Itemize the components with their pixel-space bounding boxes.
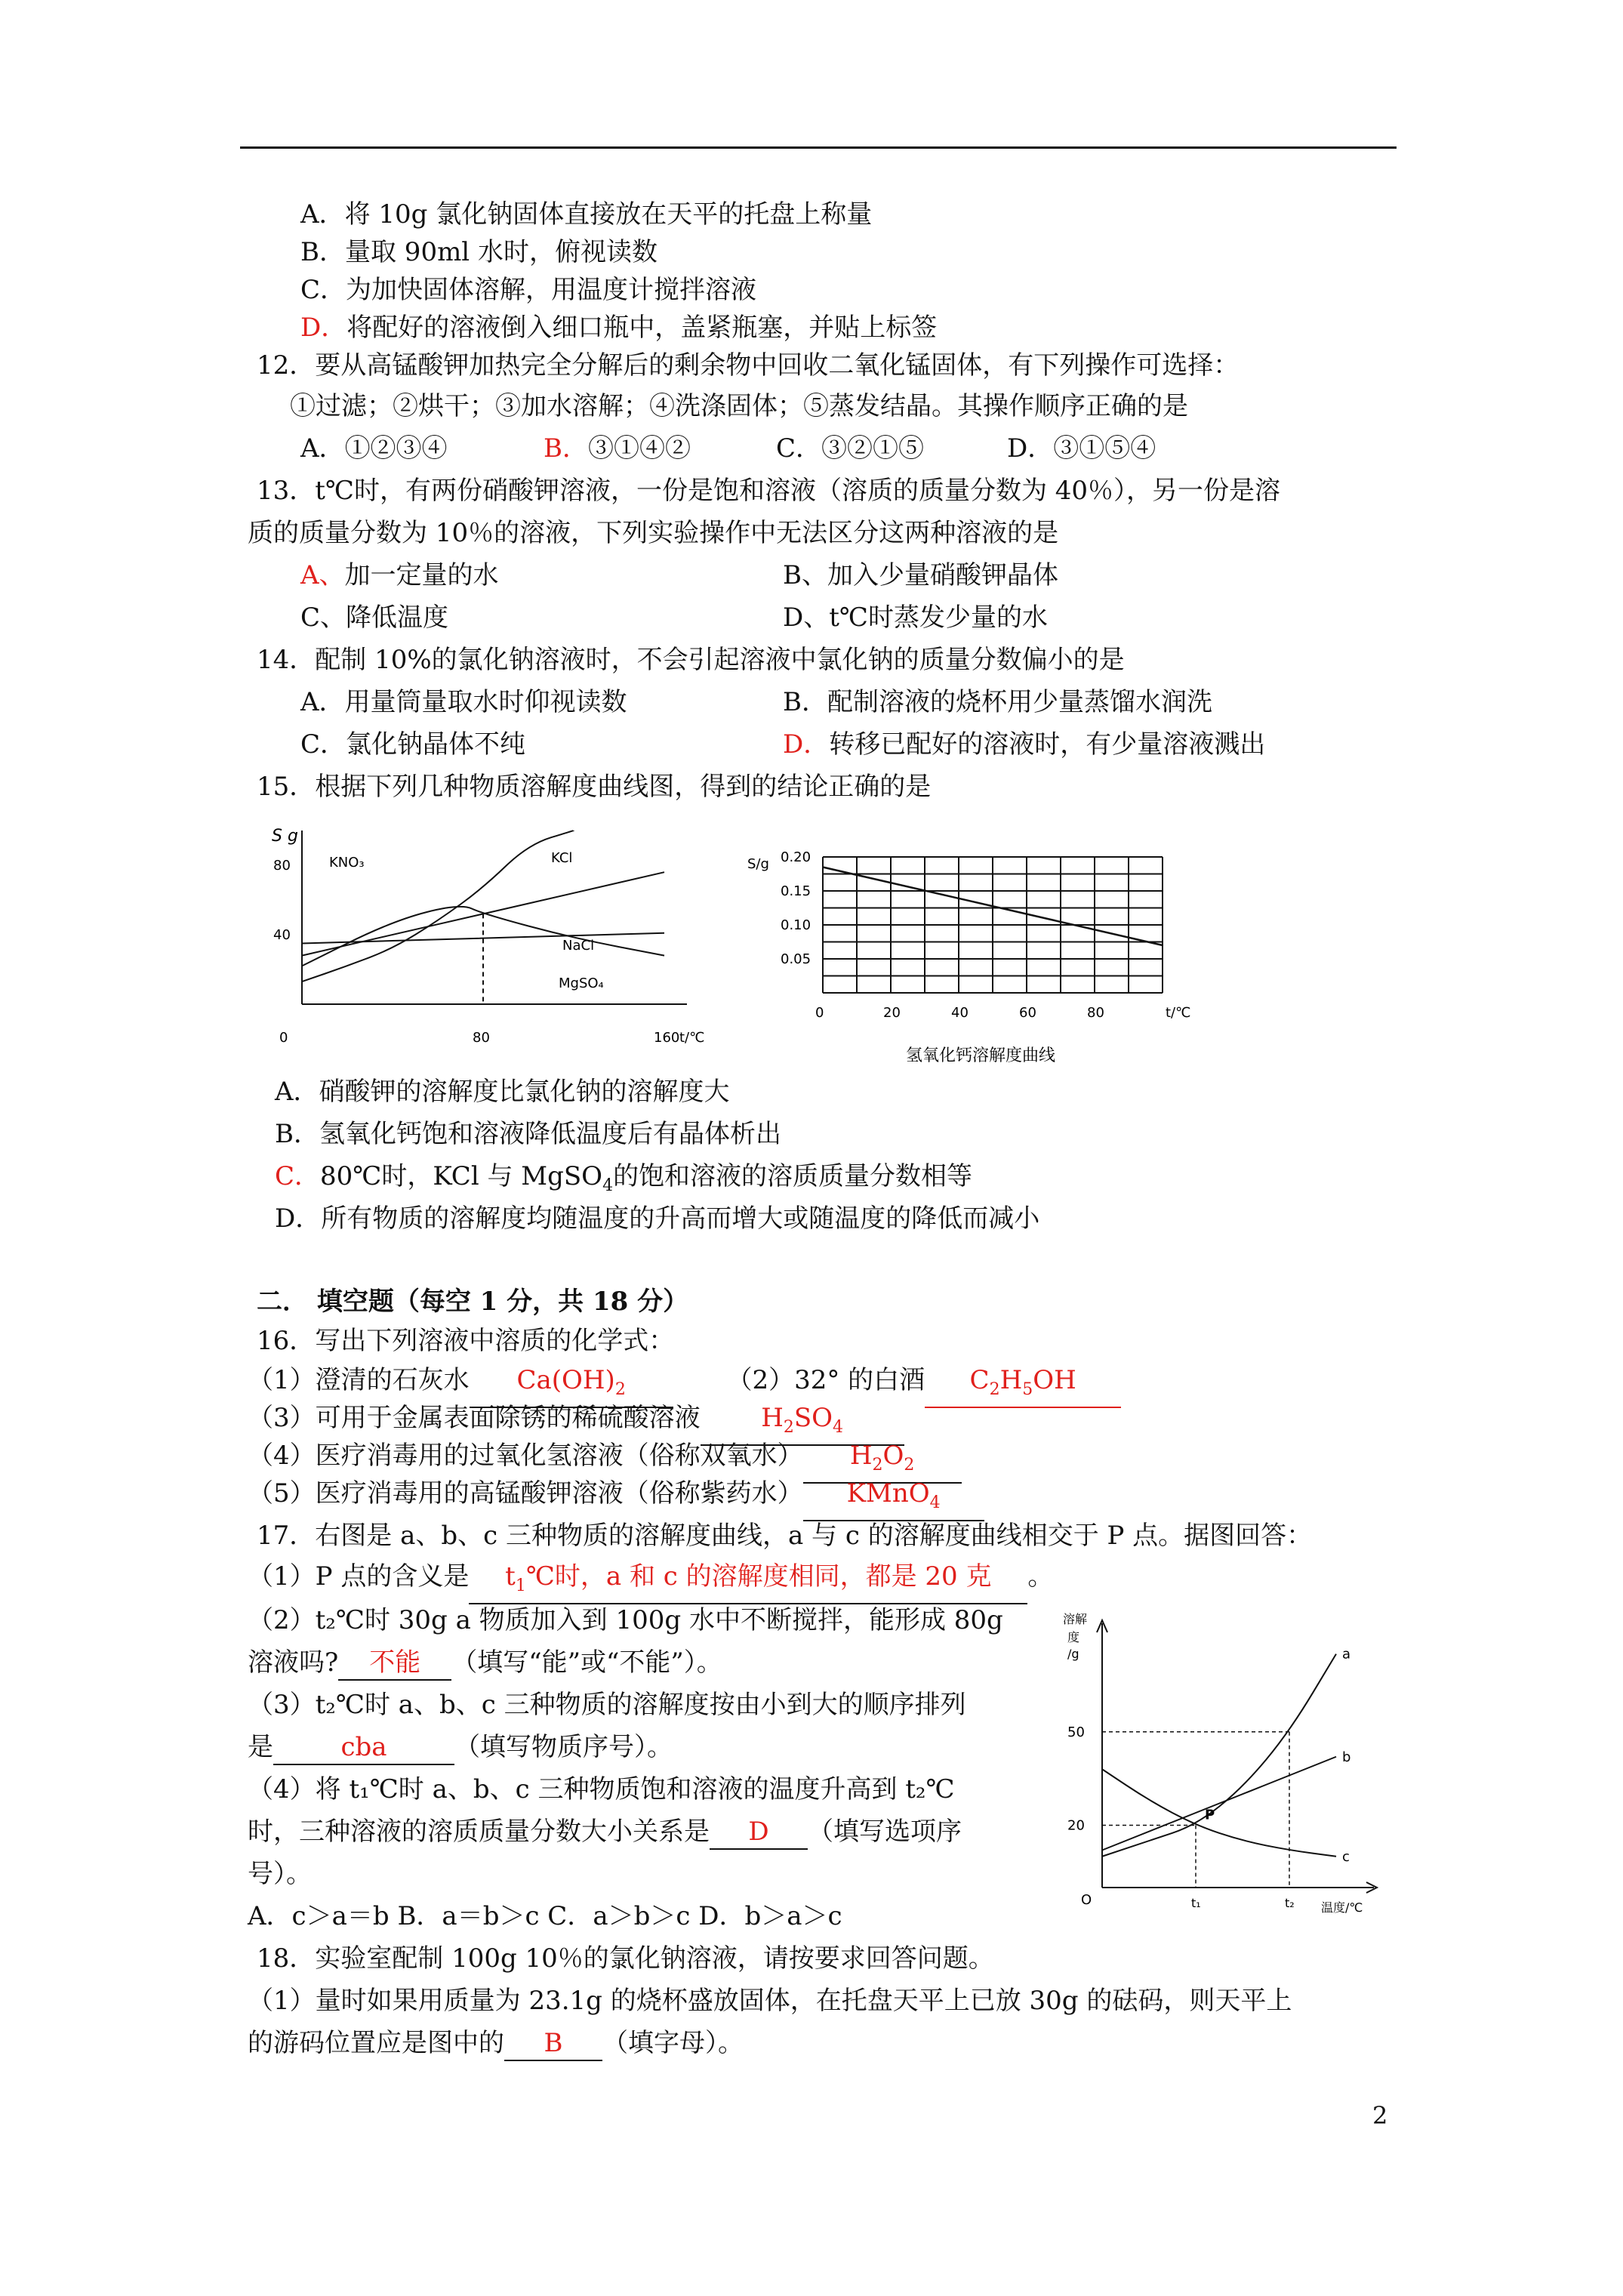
x-tick-label: t₁ [1191, 1896, 1201, 1910]
q13-option-a[interactable]: A、加一定量的水 [300, 560, 499, 590]
y-axis-label: /g [1067, 1647, 1079, 1661]
y-tick-label: 80 [273, 858, 291, 874]
q15-option-d[interactable]: D．所有物质的溶解度均随温度的升高而增大或随温度的降低而减小 [275, 1203, 1040, 1234]
x-tick-label: 80 [473, 1030, 490, 1046]
q13-option-d[interactable]: D、t℃时蒸发少量的水 [783, 603, 1048, 633]
q11-option-a[interactable] [300, 198, 872, 231]
q17-stem: 17．右图是 a、b、c 三种物质的溶解度曲线，a 与 c 的溶解度曲线相交于 P 点。据图回答： [257, 1521, 1313, 1551]
q13-stem-2: 质的质量分数为 10％的溶液，下列实验操作中无法区分这两种溶液的是 [248, 518, 1059, 548]
q16-line-5: （5）医疗消毒用的高锰酸钾溶液（俗称紫药水） KMnO$_4$ [248, 1477, 984, 1521]
x-tick-label: 0 [279, 1030, 288, 1046]
q17-part-2a: （2）t₂℃时 30g a 物质加入到 100g 水中不断搅拌，能形成 80g [248, 1605, 1003, 1635]
option-letter: C． [300, 275, 346, 305]
series-label: c [1342, 1848, 1350, 1865]
q16-line-3: （3）可用于金属表面除锈的稀硫酸溶液 $H_2SO_4$ [248, 1401, 904, 1446]
option-text: 将 10g 氯化钠固体直接放在天平的托盘上称量 [344, 199, 873, 230]
q16-answer-4[interactable]: $H_2O_2$ [803, 1439, 962, 1484]
q17-answer-1[interactable]: $t_1℃$时，a 和 c 的溶解度相同，都是 20 克 [469, 1560, 1027, 1604]
q17-part-2b: 溶液吗? 不能 （填写“能”或“不能”）。 [248, 1646, 722, 1681]
series-label: KCl [551, 850, 573, 866]
q17-part-4b: 时，三种溶液的溶质质量分数大小关系是 D （填写选项序 [248, 1815, 962, 1850]
q14-option-d[interactable]: D．转移已配好的溶液时，有少量溶液溅出 [783, 729, 1266, 760]
y-axis-label: S g [272, 827, 298, 846]
x-axis-label: t/℃ [679, 1030, 705, 1046]
q11-option-c[interactable] [300, 273, 756, 307]
y-axis-label: 度 [1067, 1630, 1080, 1644]
q17-part-4d: 号）。 [248, 1859, 312, 1889]
q13-option-c[interactable]: C、降低温度 [300, 603, 449, 633]
page-number: 2 [1372, 2101, 1388, 2130]
solubility-chart-abc [1057, 1608, 1389, 1925]
q12-option-d[interactable]: D．③①⑤④ [1007, 433, 1156, 464]
y-axis-label: S/g [747, 856, 769, 872]
series-line [302, 831, 574, 982]
solubility-chart-multi [257, 823, 725, 1065]
q12-stem-2: ①过滤；②烘干；③加水溶解；④洗涤固体；⑤蒸发结晶。其操作顺序正确的是 [290, 391, 1188, 421]
q16-answer-5[interactable]: KMnO$_4$ [803, 1477, 984, 1521]
option-text: 将配好的溶液倒入细口瓶中，盖紧瓶塞，并贴上标签 [346, 313, 938, 343]
y-axis-label: 溶解 [1063, 1612, 1088, 1626]
q13-option-b[interactable]: B、加入少量硝酸钾晶体 [783, 560, 1058, 590]
q18-stem: 18．实验室配制 100g 10％的氯化钠溶液，请按要求回答问题。 [257, 1943, 994, 1974]
series-label: b [1342, 1749, 1351, 1765]
q16-answer-2[interactable]: $C_2H_5OH$ [925, 1364, 1121, 1408]
x-axis-label: 温度/℃ [1321, 1900, 1363, 1915]
q15-option-b[interactable]: B．氢氧化钙饱和溶液降低温度后有晶体析出 [275, 1119, 781, 1149]
y-tick-label: 0.15 [781, 883, 812, 899]
q17-answer-2[interactable]: 不能 [338, 1646, 451, 1681]
y-tick-label: 0.20 [781, 849, 812, 865]
series-line [1102, 1769, 1336, 1857]
series-line [1102, 1654, 1336, 1857]
origin-label: O [1081, 1892, 1092, 1908]
x-tick-label: 0 [815, 1005, 824, 1021]
q15-option-a[interactable]: A．硝酸钾的溶解度比氯化钠的溶解度大 [275, 1077, 730, 1107]
q13-stem: 13．t℃时，有两份硝酸钾溶液，一份是饱和溶液（溶质的质量分数为 40％），另一份是溶 [257, 476, 1281, 506]
x-tick-label: 80 [1087, 1005, 1104, 1021]
q17-options: A．c＞a＝b B．a＝b＞c C．a＞b＞c D．b＞a＞c [248, 1901, 842, 1931]
x-tick-label: 20 [883, 1005, 901, 1021]
series-line [1102, 1757, 1336, 1851]
q17-part-4a: （4）将 t₁℃时 a、b、c 三种物质饱和溶液的温度升高到 t₂℃ [248, 1774, 955, 1804]
q18-part-1a: （1）量时如果用质量为 23.1g 的烧杯盛放固体，在托盘天平上已放 30g 的砝码，则天平上 [248, 1986, 1292, 2016]
q17-part-3a: （3）t₂℃时 a、b、c 三种物质的溶解度按由小到大的顺序排列 [248, 1690, 966, 1720]
q16-answer-1[interactable]: $Ca(OH)_2$ [470, 1364, 673, 1408]
q18-answer-1[interactable]: B [504, 2026, 602, 2061]
x-tick-label: t₂ [1285, 1896, 1295, 1910]
q17-answer-3[interactable]: cba [273, 1730, 454, 1765]
header-rule [240, 146, 1397, 149]
option-letter: A． [300, 199, 345, 230]
q17-part-1: （1）P 点的含义是 $t_1℃$时，a 和 c 的溶解度相同，都是 20 克 。 [248, 1560, 1053, 1604]
y-tick-label: 40 [273, 927, 291, 943]
series-label: NaCl [562, 938, 595, 954]
x-tick-label: 160 [654, 1030, 680, 1046]
option-letter: B． [300, 237, 345, 267]
x-tick-label: 60 [1019, 1005, 1036, 1021]
section-title: 二． 填空题（每空 1 分，共 18 分） [257, 1287, 689, 1317]
q12-option-a[interactable]: A．①②③④ [300, 433, 448, 464]
series-label: MgSO₄ [559, 975, 604, 991]
q17-answer-4[interactable]: D [710, 1815, 808, 1850]
q16-answer-3[interactable]: $H_2SO_4$ [701, 1401, 904, 1446]
q14-stem: 14．配制 10%的氯化钠溶液时，不会引起溶液中氯化钠的质量分数偏小的是 [257, 645, 1125, 675]
y-tick-label: 20 [1067, 1817, 1085, 1834]
x-tick-label: 40 [951, 1005, 969, 1021]
y-tick-label: 0.10 [781, 917, 812, 933]
q16-line-4: （4）医疗消毒用的过氧化氢溶液（俗称双氧水） $H_2O_2$ [248, 1439, 962, 1484]
point-label: P [1205, 1807, 1215, 1823]
q15-stem: 15．根据下列几种物质溶解度曲线图，得到的结论正确的是 [257, 772, 932, 802]
option-letter-answer: D． [300, 313, 347, 343]
chart-title: 氢氧化钙溶解度曲线 [906, 1046, 1056, 1065]
option-text: 为加快固体溶解，用温度计搅拌溶液 [346, 275, 757, 305]
q11-option-b[interactable] [300, 236, 658, 269]
series-label: KNO₃ [329, 855, 365, 871]
y-tick-label: 50 [1067, 1724, 1085, 1740]
q12-option-b[interactable]: B．③①④② [544, 433, 691, 464]
q17-part-3b: 是 cba （填写物质序号）。 [248, 1730, 673, 1765]
q16-line-1: （1）澄清的石灰水 $Ca(OH)_2$ （2）32° 的白酒 $C_2H_5OH$ [248, 1364, 1121, 1408]
solubility-chart-calcium-hydroxide [725, 846, 1200, 1072]
q14-option-a[interactable]: A．用量筒量取水时仰视读数 [300, 687, 627, 717]
q12-option-c[interactable]: C．③②①⑤ [776, 433, 925, 464]
q14-option-b[interactable]: B．配制溶液的烧杯用少量蒸馏水润洗 [783, 687, 1212, 717]
y-tick-label: 0.05 [781, 951, 812, 967]
series-label: a [1342, 1646, 1351, 1663]
q11-option-d[interactable] [300, 311, 937, 344]
q18-part-1b: 的游码位置应是图中的 B （填字母）。 [248, 2026, 744, 2061]
option-text: 量取 90ml 水时，俯视读数 [345, 237, 658, 267]
q14-option-c[interactable]: C．氯化钠晶体不纯 [300, 729, 526, 760]
q16-stem: 16．写出下列溶液中溶质的化学式： [257, 1326, 675, 1356]
q12-stem: 12．要从高锰酸钾加热完全分解后的剩余物中回收二氧化锰固体，有下列操作可选择： [257, 350, 1240, 381]
q15-option-c[interactable]: C．80℃时，KCl 与 MgSO$_4$的饱和溶液的溶质质量分数相等 [275, 1161, 973, 1195]
x-axis-label: t/℃ [1166, 1005, 1191, 1021]
